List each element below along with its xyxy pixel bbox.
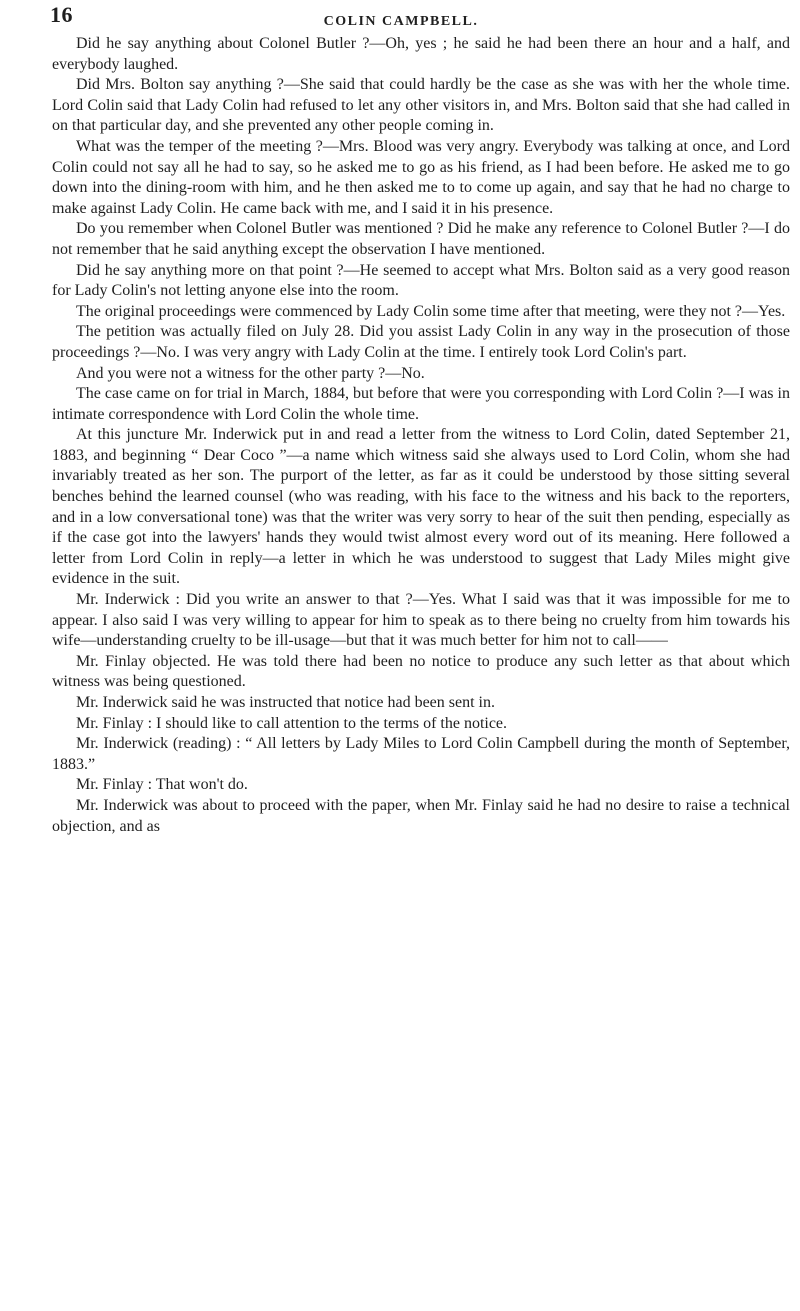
paragraph: Did Mrs. Bolton say anything ?—She said that could hardly be the case as she was with her the whole time. Lord Colin said that Lady Colin had refused to let any other visitors in, and Mrs. Bolton said that she had called in on that particular day, and she prevented any other people coming in. bbox=[52, 76, 790, 135]
paragraph: Mr. Inderwick was about to proceed with the paper, when Mr. Finlay said he had no desire to raise a technical objection, and as bbox=[52, 796, 790, 835]
paragraph: Mr. Inderwick said he was instructed that notice had been sent in. bbox=[76, 694, 495, 711]
paragraph: Mr. Finlay : I should like to call attention to the terms of the notice. bbox=[76, 714, 508, 732]
paragraph: And you were not a witness for the other party ?—No. bbox=[76, 364, 425, 382]
paragraph: Did he say anything about Colonel Butler ?—Oh, yes ; he said he had been there an hour and a half, and everybody laughed. bbox=[52, 35, 790, 73]
paragraph: The case came on for trial in March, 1884, but before that were you corresponding with Lord Colin ?—I was in intimate correspondence with Lord Colin the whole time. bbox=[52, 385, 790, 423]
page-header bbox=[52, 0, 790, 34]
paragraph: The original proceedings were commenced by Lady Colin some time after that meeting, were they not ?—Yes. bbox=[76, 302, 786, 320]
paragraph: At this juncture Mr. Inderwick put in and read a letter from the witness to Lord Colin, dated September 21, 1883, and beginning “ Dear Coco ”—a name which witness said she always used to Lord Colin, whom she had invariably treated as her son. The purport of the letter, as far as it could be understood by those sitting several benches behind the learned counsel (who was reading, with his face to the witness and his back to the reporters, and in a low conversational tone) was that the writer was very sorry to hear of the suit then pending, especially as if the case got into the lawyers' hands they would twist almost every word out of its meaning. Here followed a letter from Lord Colin in reply—a letter in which he was understood to suggest that Lady Miles might give evidence in the suit. bbox=[52, 426, 790, 588]
paragraph: Mr. Finlay : That won't do. bbox=[76, 776, 248, 794]
paragraph: Did he say anything more on that point ?—He seemed to accept what Mrs. Bolton said as a very good reason for Lady Colin's not letting anyone else into the room. bbox=[52, 261, 790, 300]
paragraph: Mr. Inderwick : Did you write an answer to that ?—Yes. What I said was that it was impossible for me to appear. I also said I was very willing to appear for him to speak as to there being no cruelty from him towards his wife—understanding cruelty to be ill-usage—but that it was much better for him not to call—— bbox=[52, 591, 790, 650]
paragraph: What was the temper of the meeting ?—Mrs. Blood was very angry. Everybody was talking at once, and Lord Colin could not say all he had to say, so he asked me to go as his friend, as I had been before. He asked me to go down into the dining-room with him, and he then asked me to to come up again, and say that he had no charge to make against Lady Colin. He came back with me, and I said it in his presence. bbox=[52, 137, 790, 217]
running-head: COLIN CAMPBELL. bbox=[323, 14, 479, 29]
page-number: 16 bbox=[50, 2, 73, 27]
paragraph: The petition was actually filed on July 28. Did you assist Lady Colin in any way in the prosecution of those proceedings ?—No. I was very angry with Lady Colin at the time. I entirely took Lord Colin's part. bbox=[52, 323, 790, 361]
paragraph: Mr. Inderwick (reading) : “ All letters by Lady Miles to Lord Colin Campbell during the month of September, 1883.” bbox=[52, 735, 790, 773]
body-text bbox=[52, 34, 790, 837]
paragraph: Do you remember when Colonel Butler was mentioned ? Did he make any reference to Colonel Butler ?—I do not remember that he said anything except the observation I have mentioned. bbox=[52, 220, 790, 258]
paragraph: Mr. Finlay objected. He was told there had been no notice to produce any such letter as that about which witness was being questioned. bbox=[52, 652, 790, 691]
